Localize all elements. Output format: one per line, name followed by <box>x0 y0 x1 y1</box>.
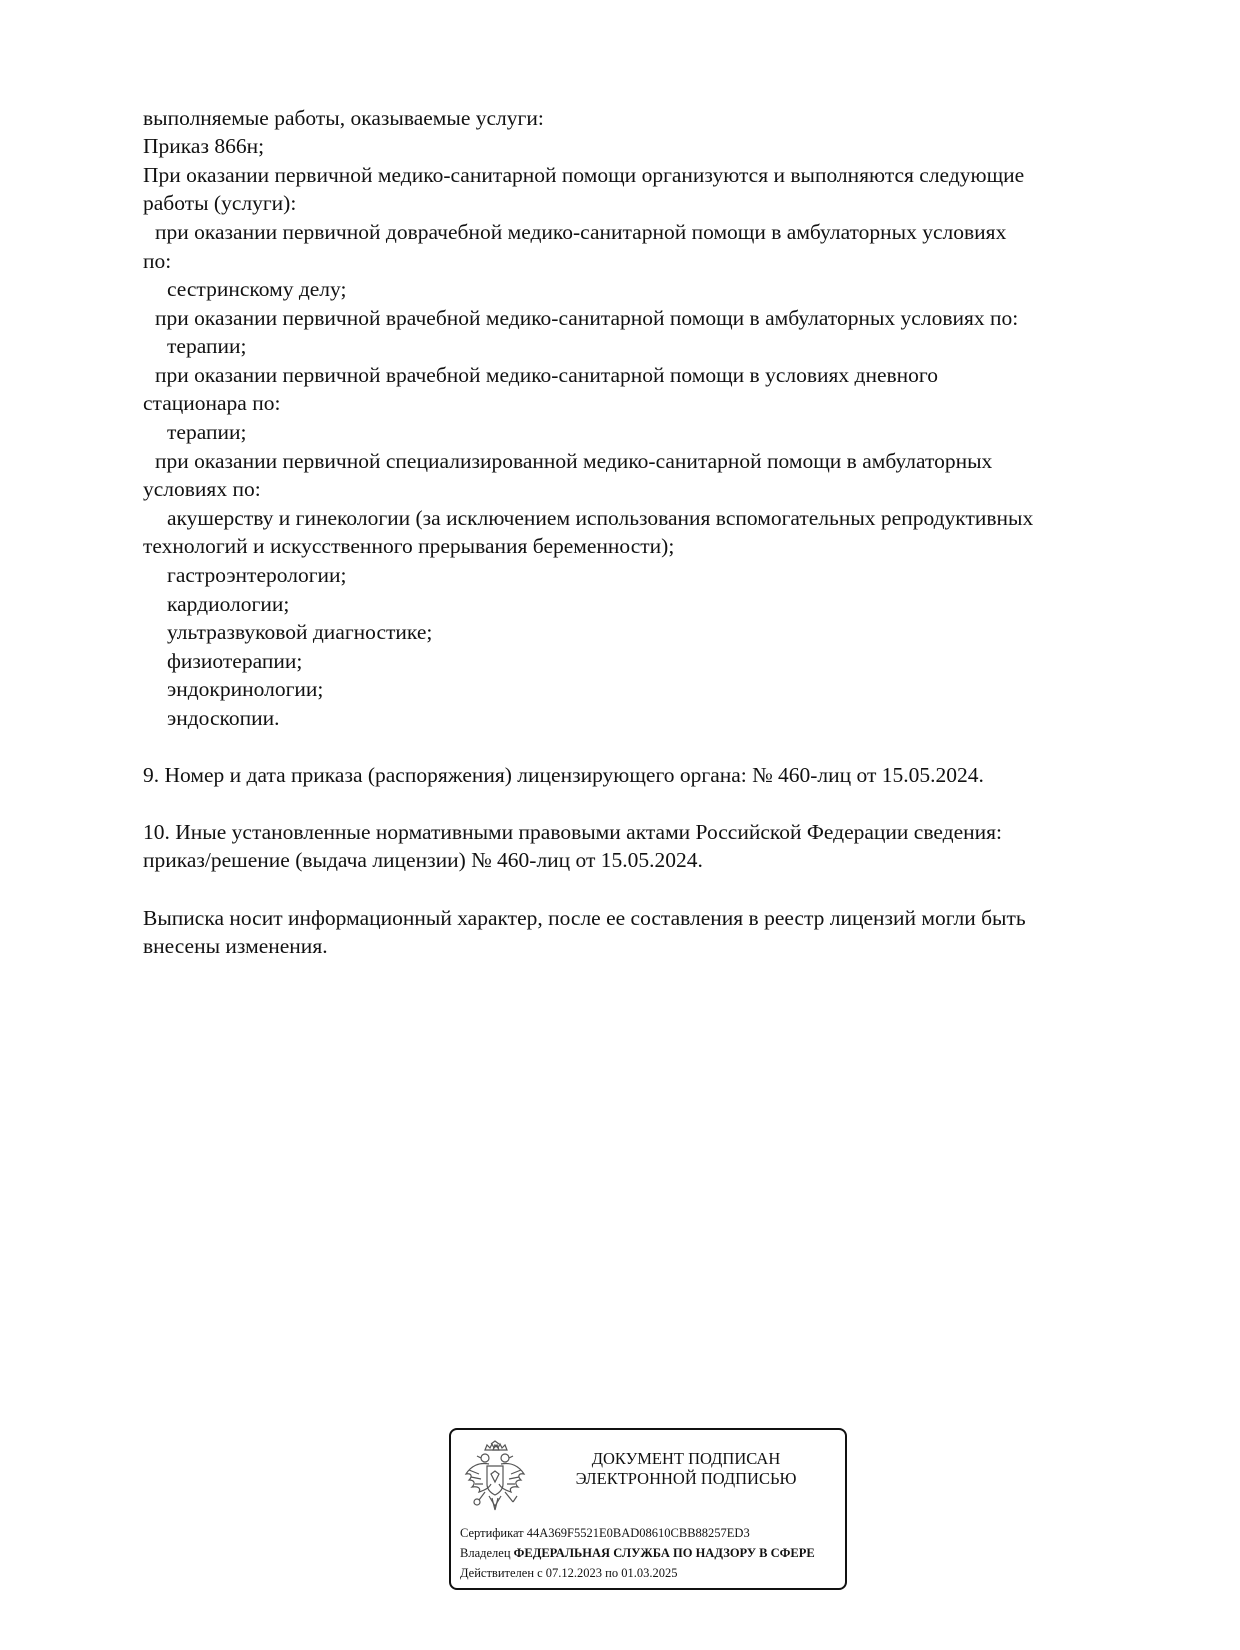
body-line: по: <box>143 249 172 273</box>
body-line: При оказании первичной медико-санитарной помощи организуются и выполняются следующие <box>143 163 1025 187</box>
body-line: эндокринологии; <box>167 677 324 701</box>
body-line: акушерству и гинекологии (за исключением использования вспомогательных репродуктивных <box>167 506 1034 530</box>
body-line: кардиологии; <box>167 592 290 616</box>
body-line: Приказ 866н; <box>143 134 265 158</box>
disclaimer-line: внесены изменения. <box>143 934 328 958</box>
body-line: при оказании первичной доврачебной медико-санитарной помощи в амбулаторных условиях <box>155 220 1007 244</box>
other-info-line: приказ/решение (выдача лицензии) № 460-лиц от 15.05.2024. <box>143 848 703 872</box>
stamp-title-line: ЭЛЕКТРОННОЙ ПОДПИСЬЮ <box>575 1469 797 1488</box>
body-line: при оказании первичной специализированной медико-санитарной помощи в амбулаторных <box>155 449 993 473</box>
body-line: при оказании первичной врачебной медико-санитарной помощи в амбулаторных условиях по: <box>155 306 1019 330</box>
body-line: условиях по: <box>143 477 261 501</box>
body-line: выполняемые работы, оказываемые услуги: <box>143 106 544 130</box>
other-info-line: 10. Иные установленные нормативными правовыми актами Российской Федерации сведения: <box>143 820 1002 844</box>
body-line: при оказании первичной врачебной медико-санитарной помощи в условиях дневного <box>155 363 938 387</box>
body-line: гастроэнтерологии; <box>167 563 347 587</box>
electronic-signature-stamp <box>449 1428 847 1590</box>
body-line: физиотерапии; <box>167 649 303 673</box>
body-line: эндоскопии. <box>167 706 280 730</box>
body-line: работы (услуги): <box>143 191 297 215</box>
certificate-line <box>460 1525 750 1541</box>
body-line: стационара по: <box>143 391 281 415</box>
disclaimer-line: Выписка носит информационный характер, после ее составления в реестр лицензий могли быть <box>143 906 1026 930</box>
stamp-title-line: ДОКУМЕНТ ПОДПИСАН <box>591 1449 781 1468</box>
body-line: ультразвуковой диагностике; <box>167 620 433 644</box>
owner-label: Владелец <box>460 1546 511 1560</box>
owner-line <box>460 1545 815 1561</box>
certificate-value: 44A369F5521E0BAD08610CBB88257ED3 <box>526 1526 750 1540</box>
russian-coat-of-arms-icon <box>463 1440 527 1514</box>
owner-value: ФЕДЕРАЛЬНАЯ СЛУЖБА ПО НАДЗОРУ В СФЕРЕ <box>513 1546 815 1560</box>
body-line: терапии; <box>167 334 247 358</box>
certificate-label: Сертификат <box>460 1526 524 1540</box>
body-line: сестринскому делу; <box>167 277 347 301</box>
body-line: терапии; <box>167 420 247 444</box>
body-line: технологий и искусственного прерывания беременности); <box>143 534 675 558</box>
validity-line: Действителен с 07.12.2023 по 01.03.2025 <box>460 1566 678 1580</box>
license-order-item: 9. Номер и дата приказа (распоряжения) лицензирующего органа: № 460-лиц от 15.05.2024. <box>143 763 984 787</box>
